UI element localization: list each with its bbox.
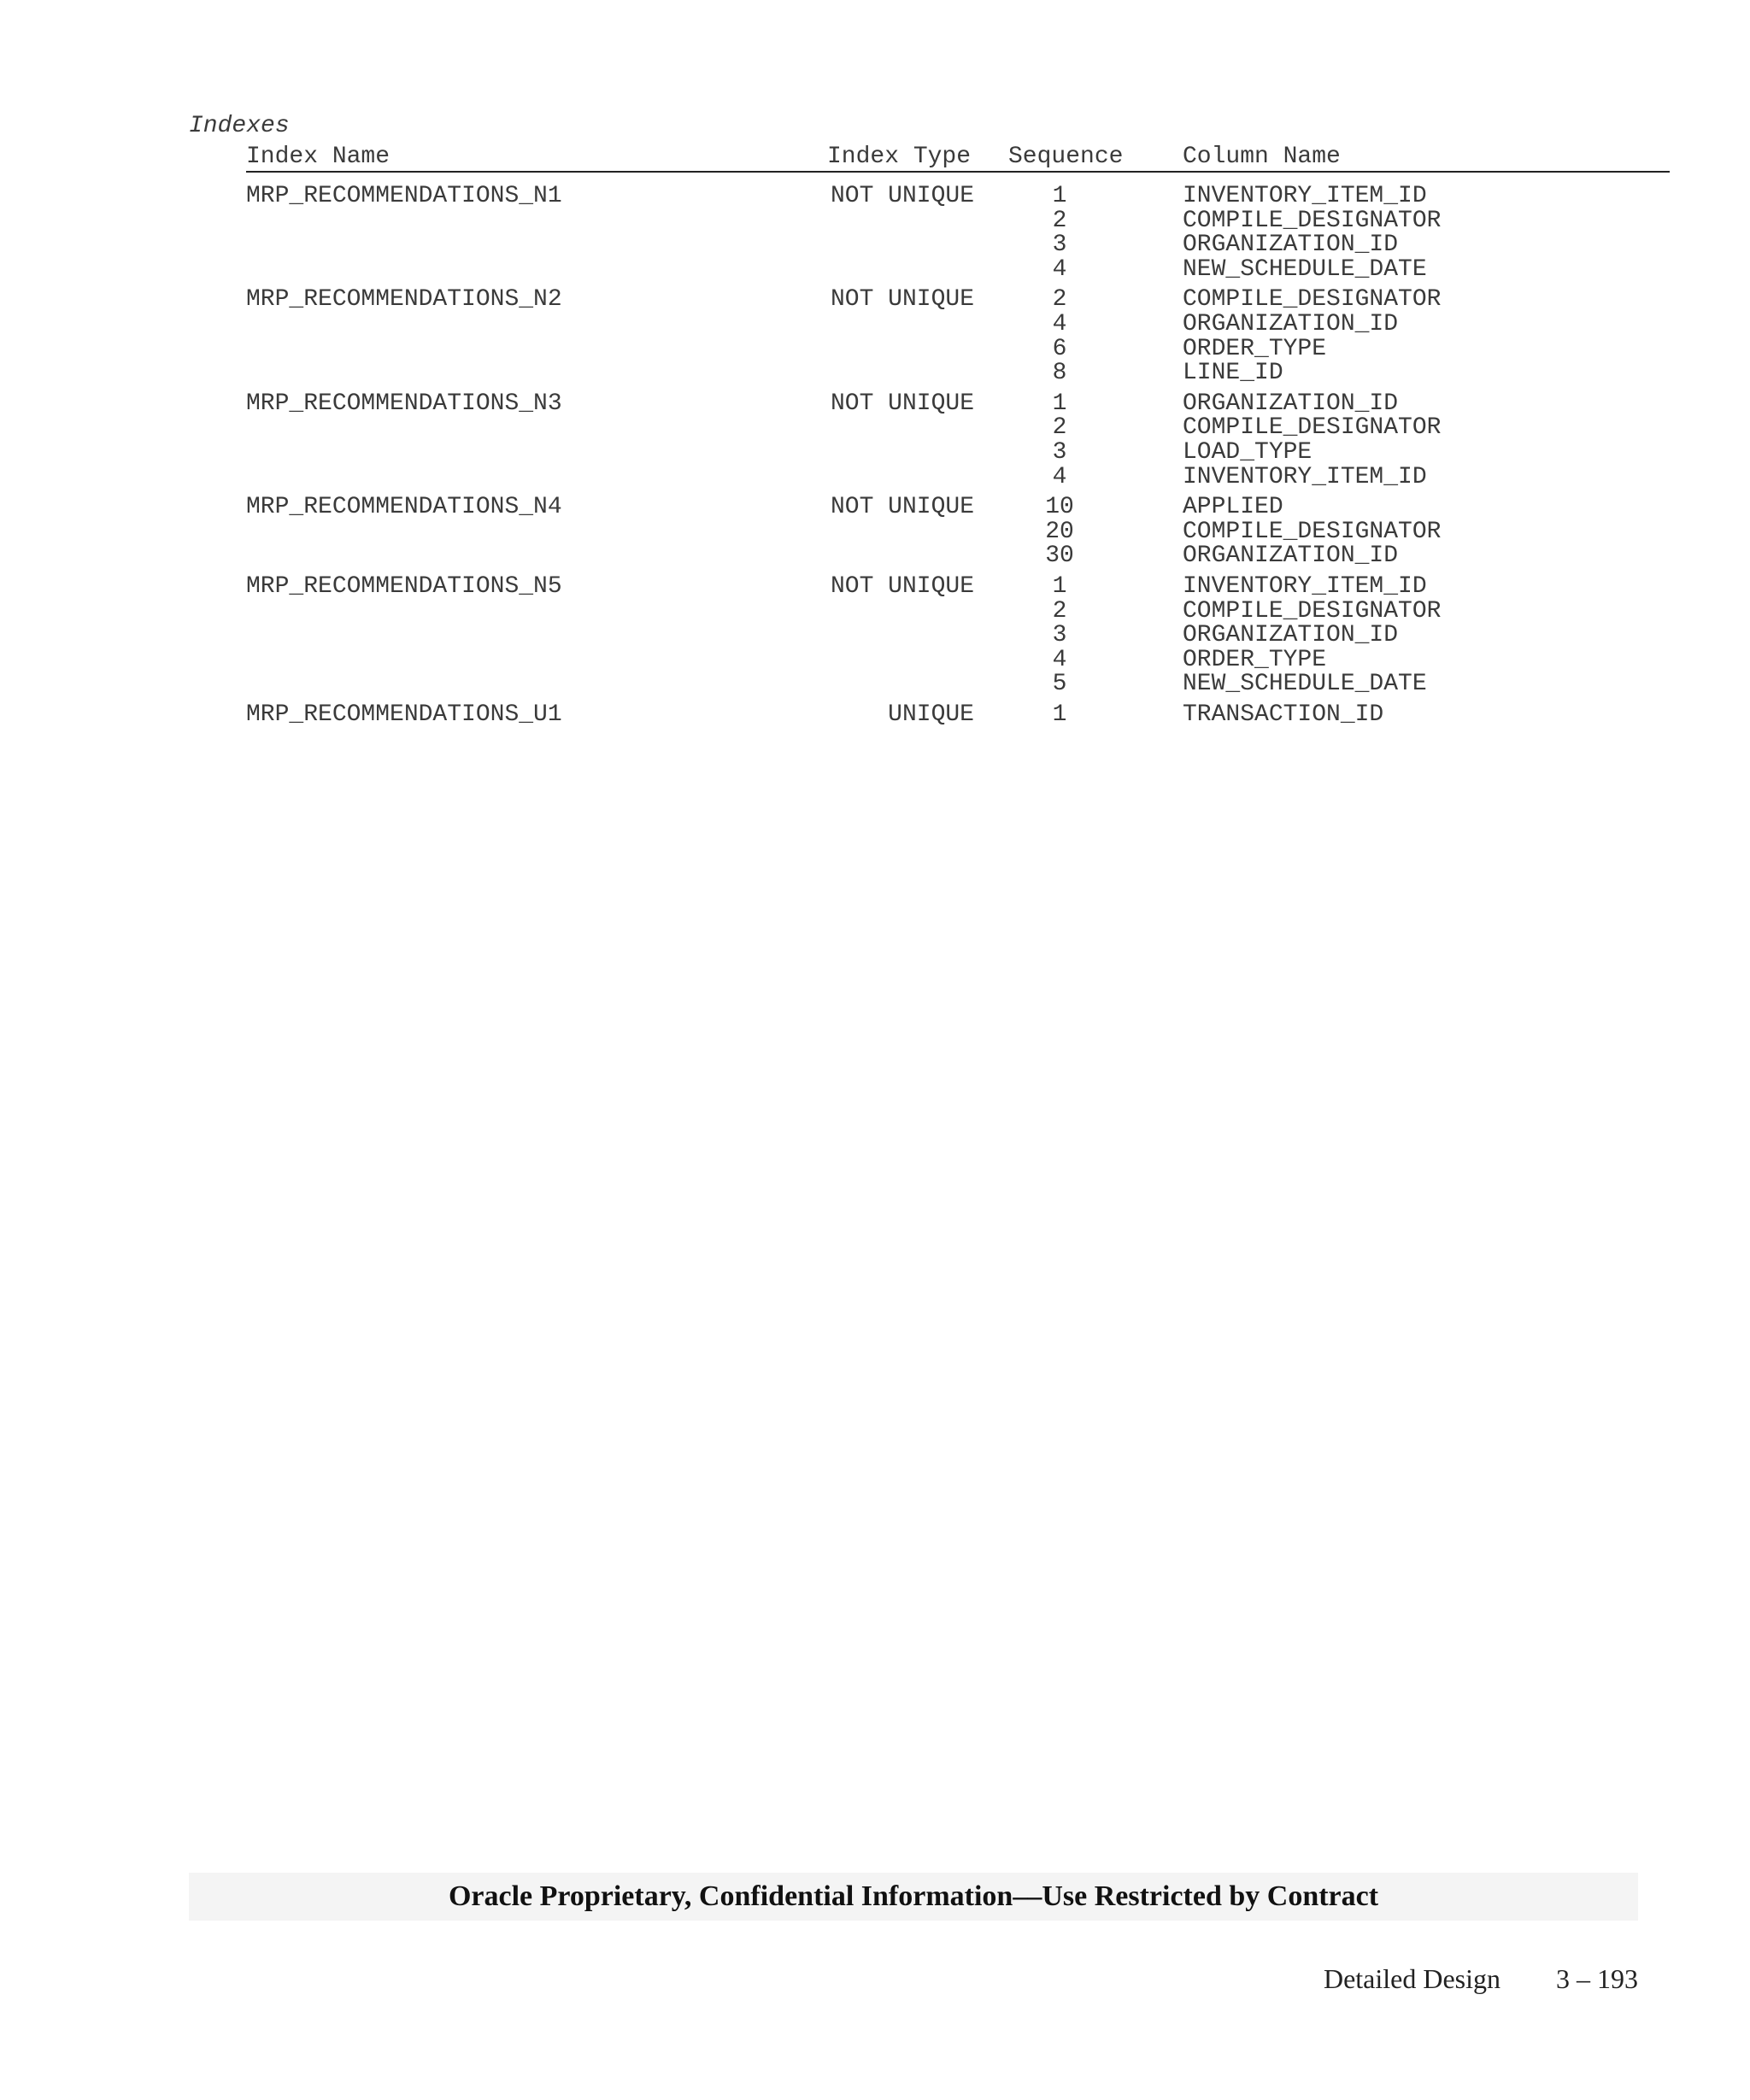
sequence-value: 3 <box>1052 232 1067 259</box>
sequence-value: 1 <box>1052 573 1067 600</box>
sequence-value: 30 <box>1045 543 1074 570</box>
sequence-value: 10 <box>1045 494 1074 521</box>
footer-band <box>189 1873 1638 1921</box>
column-name: NEW_SCHEDULE_DATE <box>1183 671 1427 698</box>
column-name: COMPILE_DESIGNATOR <box>1183 414 1442 442</box>
column-name: INVENTORY_ITEM_ID <box>1183 573 1427 600</box>
sequence-value: 2 <box>1052 207 1067 234</box>
sequence-value: 4 <box>1052 255 1067 283</box>
index-type: NOT UNIQUE <box>830 494 974 521</box>
column-name: ORGANIZATION_ID <box>1183 622 1399 649</box>
confidential-notice: Oracle Proprietary, Confidential Information––Use Restricted by Contract <box>448 1880 1379 1912</box>
section-title: Indexes <box>189 113 290 139</box>
column-name: LINE_ID <box>1183 360 1283 387</box>
sequence-value: 3 <box>1052 622 1067 649</box>
header-rule <box>246 171 1670 173</box>
column-name: TRANSACTION_ID <box>1183 701 1384 728</box>
index-name: MRP_RECOMMENDATIONS_N2 <box>246 286 562 314</box>
column-name: INVENTORY_ITEM_ID <box>1183 183 1427 209</box>
index-name: MRP_RECOMMENDATIONS_N3 <box>246 390 562 417</box>
column-name: ORGANIZATION_ID <box>1183 311 1399 337</box>
sequence-value: 1 <box>1052 701 1067 728</box>
sequence-value: 3 <box>1052 439 1067 466</box>
sequence-value: 2 <box>1052 414 1067 442</box>
column-name: ORDER_TYPE <box>1183 646 1327 673</box>
sequence-value: 20 <box>1045 518 1074 545</box>
sequence-value: 4 <box>1052 646 1067 673</box>
column-name: APPLIED <box>1183 494 1283 521</box>
index-type: NOT UNIQUE <box>830 390 974 417</box>
column-name: ORGANIZATION_ID <box>1183 232 1399 259</box>
sequence-value: 5 <box>1052 671 1067 698</box>
column-name: LOAD_TYPE <box>1183 439 1312 466</box>
sequence-value: 4 <box>1052 463 1067 490</box>
index-name: MRP_RECOMMENDATIONS_N1 <box>246 183 562 209</box>
index-type: NOT UNIQUE <box>830 573 974 600</box>
header-sequence: Sequence <box>1008 144 1124 170</box>
index-type: NOT UNIQUE <box>830 286 974 314</box>
sequence-value: 2 <box>1052 286 1067 314</box>
header-column-name: Column Name <box>1183 144 1341 170</box>
column-name: ORDER_TYPE <box>1183 335 1327 362</box>
header-index-type: Index Type <box>827 144 972 170</box>
sequence-value: 1 <box>1052 390 1067 417</box>
column-name: ORGANIZATION_ID <box>1183 390 1399 417</box>
index-name: MRP_RECOMMENDATIONS_U1 <box>246 701 562 728</box>
column-name: NEW_SCHEDULE_DATE <box>1183 255 1427 283</box>
column-name: ORGANIZATION_ID <box>1183 543 1399 570</box>
column-name: COMPILE_DESIGNATOR <box>1183 518 1442 545</box>
sequence-value: 2 <box>1052 597 1067 625</box>
column-name: COMPILE_DESIGNATOR <box>1183 286 1442 314</box>
sequence-value: 4 <box>1052 311 1067 337</box>
page-number: 3 – 193 <box>1556 1963 1638 1994</box>
sequence-value: 6 <box>1052 335 1067 362</box>
sequence-value: 1 <box>1052 183 1067 209</box>
sequence-value: 8 <box>1052 360 1067 387</box>
index-name: MRP_RECOMMENDATIONS_N5 <box>246 573 562 600</box>
column-name: COMPILE_DESIGNATOR <box>1183 597 1442 625</box>
column-name: COMPILE_DESIGNATOR <box>1183 207 1442 234</box>
header-index-name: Index Name <box>246 144 391 170</box>
index-type: NOT UNIQUE <box>830 183 974 209</box>
index-name: MRP_RECOMMENDATIONS_N4 <box>246 494 562 521</box>
footer-section-title: Detailed Design <box>1323 1963 1500 1994</box>
index-type: UNIQUE <box>888 701 974 728</box>
column-name: INVENTORY_ITEM_ID <box>1183 463 1427 490</box>
